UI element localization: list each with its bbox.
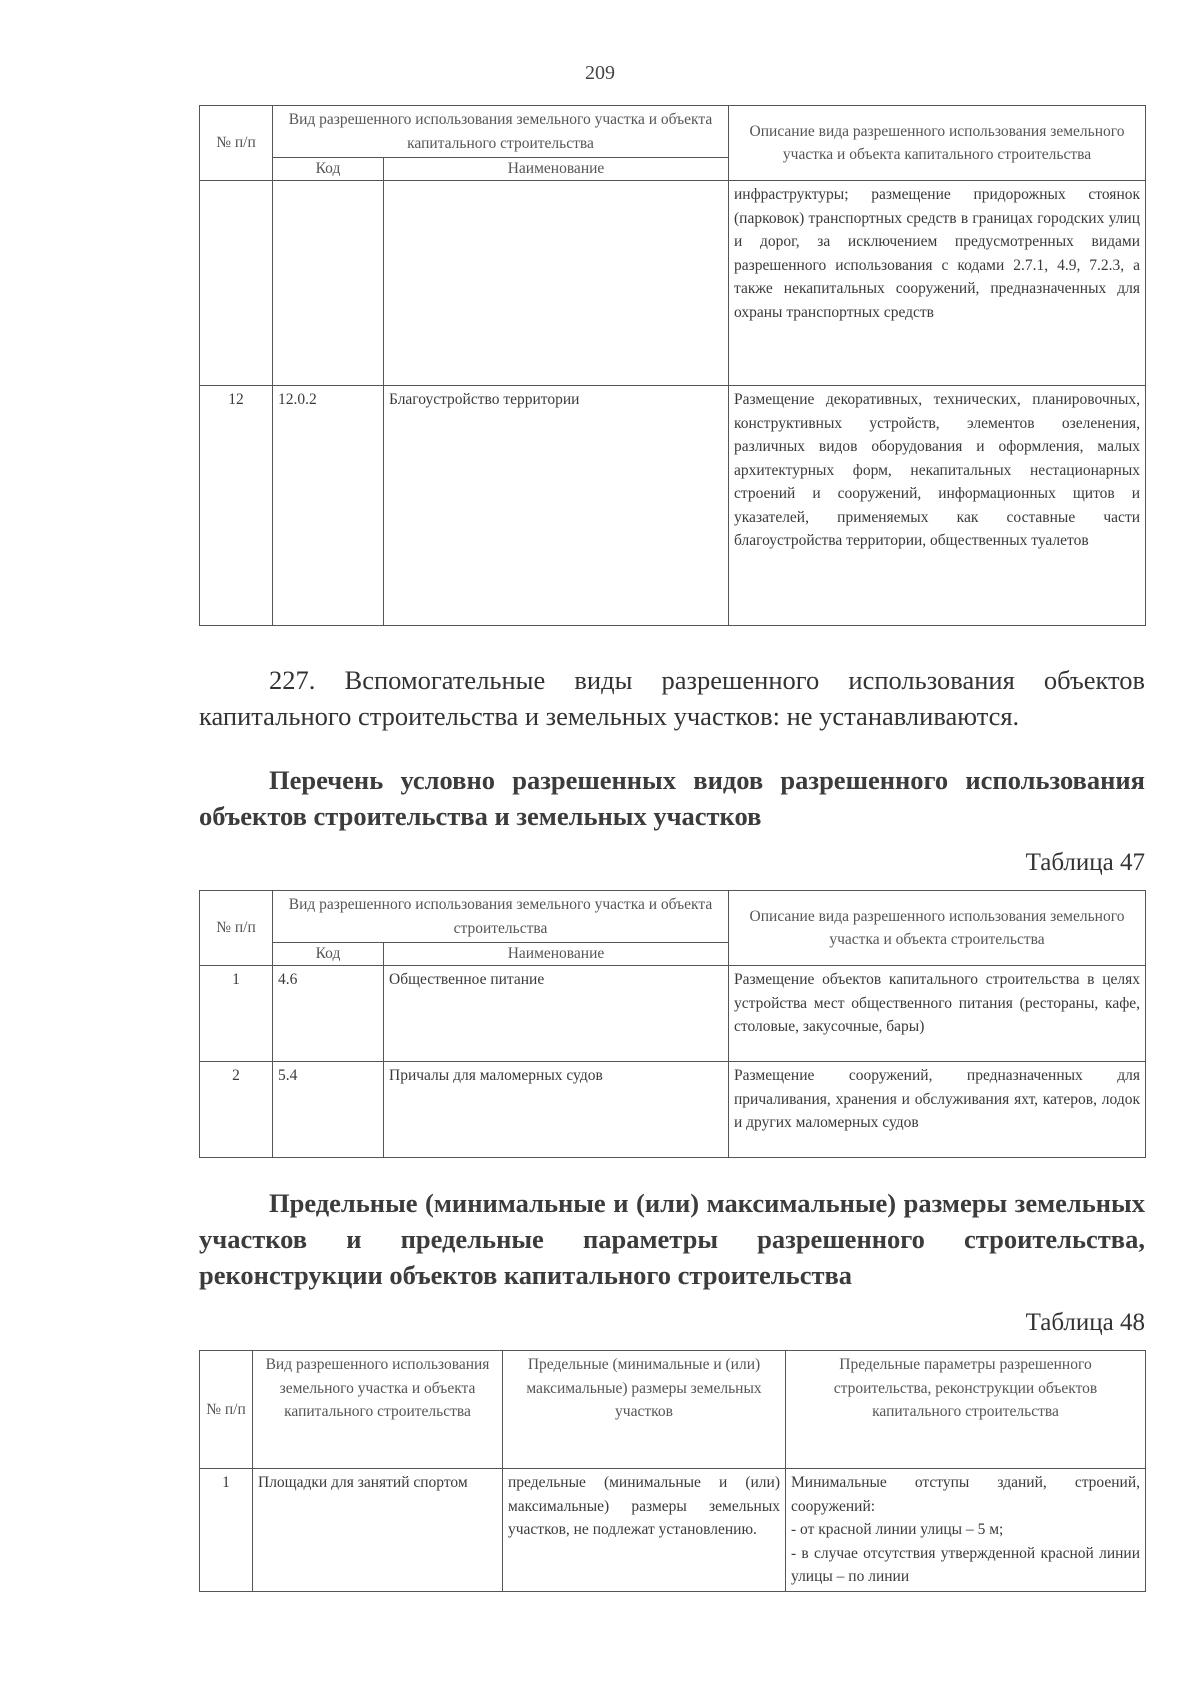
row-code: 12.0.2 bbox=[273, 386, 384, 626]
table-row bbox=[200, 386, 1146, 626]
row-num: 2 bbox=[200, 1062, 273, 1158]
header-name: Наименование bbox=[384, 943, 729, 966]
header-code: Код bbox=[273, 158, 384, 181]
table-permitted-uses-continued bbox=[199, 105, 1146, 626]
row-kind: Площадки для занятий спортом bbox=[253, 1469, 503, 1592]
header-name: Наименование bbox=[384, 158, 729, 181]
row-num bbox=[200, 181, 273, 386]
header-num: № п/п bbox=[200, 891, 273, 966]
row-code bbox=[273, 181, 384, 386]
header-description: Описание вида разрешенного использования земельного участка и объекта строительства bbox=[729, 891, 1146, 966]
header-kind-group: Вид разрешенного использования земельного участка и объекта строительства bbox=[273, 891, 729, 943]
row-code: 4.6 bbox=[273, 966, 384, 1062]
row-num: 12 bbox=[200, 386, 273, 626]
row-name: Причалы для маломерных судов bbox=[384, 1062, 729, 1158]
row-description: Размещение декоративных, технических, планировочных, конструктивных устройств, элементов озеленения, различных видов оборудования и оформления, малых архитектурных форм, некапитальных нестационарных строений и сооружений, информационных щитов и указателей, применяемых как составные части благоустройства территории, общественных туалетов bbox=[729, 386, 1146, 626]
row-name: Благоустройство территории bbox=[384, 386, 729, 626]
row-description: инфраструктуры; размещение придорожных стоянок (парковок) транспортных средств в границах городских улиц и дорог, за исключением предусмотренных видами разрешенного использования с кодами 2.7.1, 4.9, 7.2.3, а также некапитальных сооружений, предназначенных для охраны транспортных средств bbox=[729, 181, 1146, 386]
header-description: Описание вида разрешенного использования земельного участка и объекта капитального строительства bbox=[729, 106, 1146, 181]
table-row bbox=[200, 181, 1146, 386]
param-line: - в случае отсутствия утвержденной красной линии улицы – по линии bbox=[791, 1544, 1140, 1585]
table-row bbox=[200, 1469, 1146, 1592]
param-line: Минимальные отступы зданий, строений, сооружений: bbox=[791, 1474, 1140, 1515]
row-num: 1 bbox=[200, 1469, 253, 1592]
row-name bbox=[384, 181, 729, 386]
table-row bbox=[200, 966, 1146, 1062]
param-line: - от красной линии улицы – 5 м; bbox=[791, 1521, 1004, 1538]
row-params bbox=[786, 1469, 1146, 1592]
table-48 bbox=[199, 1350, 1146, 1592]
header-code: Код bbox=[273, 943, 384, 966]
table-47 bbox=[199, 890, 1146, 1158]
header-kind-group: Вид разрешенного использования земельного участка и объекта капитального строительства bbox=[273, 106, 729, 158]
heading-conditional-uses: Перечень условно разрешенных видов разрешенного использования объектов строительства и земельных участков bbox=[199, 765, 1145, 831]
row-code: 5.4 bbox=[273, 1062, 384, 1158]
row-num: 1 bbox=[200, 966, 273, 1062]
table-caption-47: Таблица 47 bbox=[1025, 849, 1145, 876]
table-caption-48: Таблица 48 bbox=[1025, 1309, 1145, 1336]
paragraph-227: 227. Вспомогательные виды разрешенного использования объектов капитального строительства и земельных участков: не устанавливаются. bbox=[199, 665, 1145, 731]
row-description: Размещение объектов капитального строительства в целях устройства мест общественного питания (рестораны, кафе, столовые, закусочные, бары) bbox=[729, 966, 1146, 1062]
header-params: Предельные параметры разрешенного строительства, реконструкции объектов капитального строительства bbox=[786, 1351, 1146, 1469]
header-kind: Вид разрешенного использования земельного участка и объекта капитального строительства bbox=[253, 1351, 503, 1469]
header-num: № п/п bbox=[200, 1351, 253, 1469]
row-name: Общественное питание bbox=[384, 966, 729, 1062]
row-sizes: предельные (минимальные и (или) максимальные) размеры земельных участков, не подлежат установлению. bbox=[503, 1469, 786, 1592]
page-number: 209 bbox=[585, 62, 615, 84]
table-row bbox=[200, 1062, 1146, 1158]
header-sizes: Предельные (минимальные и (или) максимальные) размеры земельных участков bbox=[503, 1351, 786, 1469]
row-description: Размещение сооружений, предназначенных для причаливания, хранения и обслуживания яхт, катеров, лодок и других маломерных судов bbox=[729, 1062, 1146, 1158]
heading-limit-parameters: Предельные (минимальные и (или) максимальные) размеры земельных участков и предельные параметры разрешенного строительства, реконструкции объектов капитального строительства bbox=[199, 1188, 1145, 1290]
header-num: № п/п bbox=[200, 106, 273, 181]
